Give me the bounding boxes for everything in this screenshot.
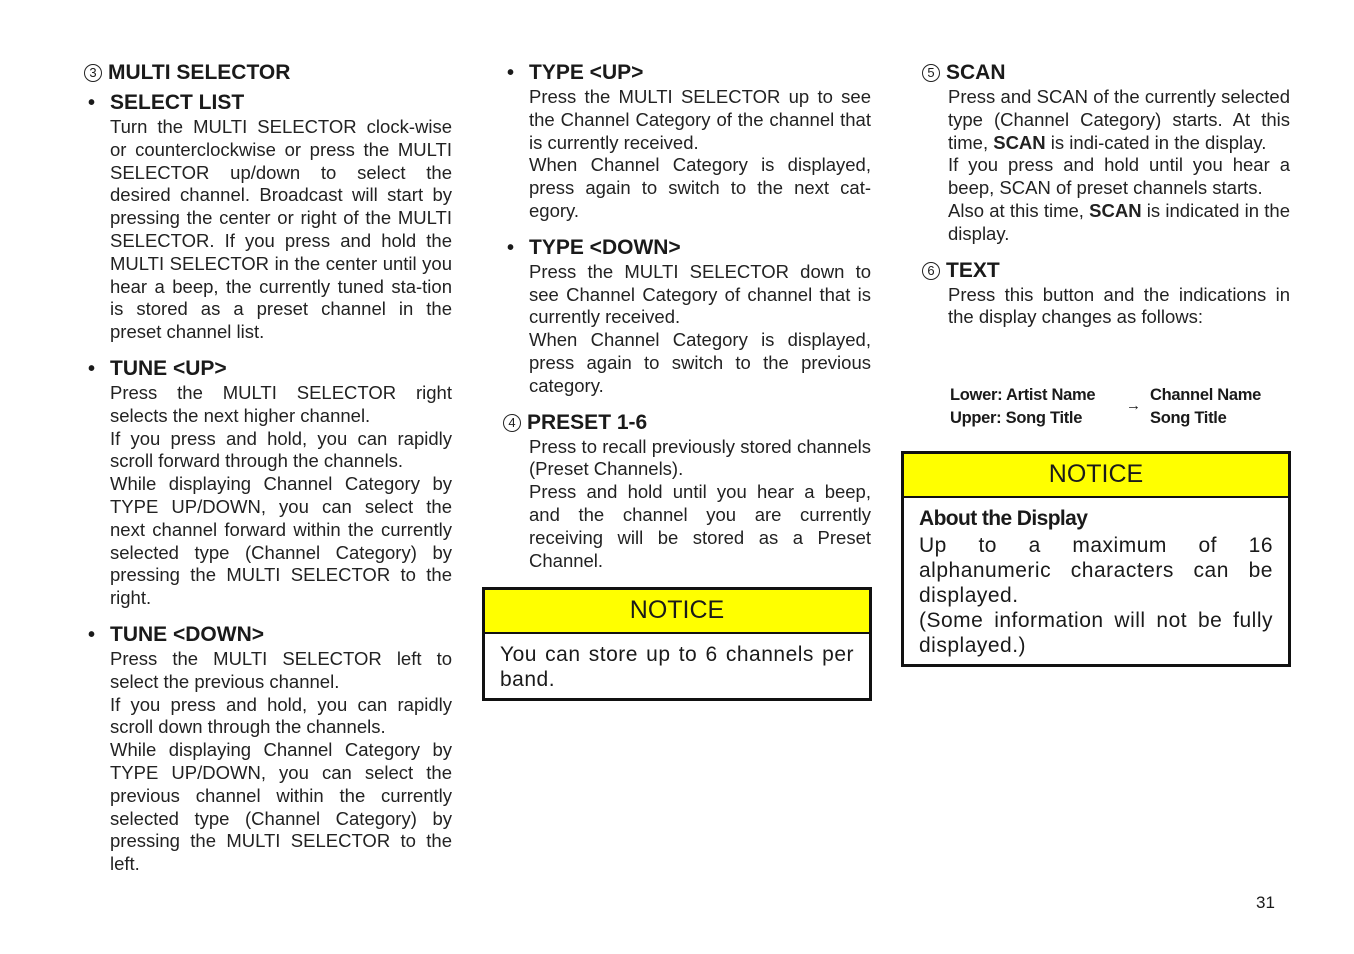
page-number: 31 — [1256, 893, 1275, 912]
bullet-icon: • — [88, 92, 96, 114]
text-display-mapping — [950, 384, 1290, 432]
section-number-6: 6 — [922, 262, 940, 280]
section-number-5: 5 — [922, 64, 940, 82]
notice-text: (Some information will not be fully displayed.) — [919, 609, 1273, 657]
text-body — [948, 284, 1290, 330]
notice-text: Up to a maximum of 16 alphanumeric characters can be displayed. — [919, 534, 1273, 607]
tune-up-paragraph: If you press and hold, you can rapidly scroll forward through the channels. — [110, 427, 452, 472]
tune-up-heading — [88, 356, 452, 382]
tune-down-heading — [88, 622, 452, 648]
section-scan-heading — [922, 60, 1290, 86]
type-up-paragraph: Press the MULTI SELECTOR up to see the Channel Category of the channel that is currently received. — [529, 86, 871, 153]
notice-body — [485, 634, 869, 698]
tune-down-title: TUNE <DOWN> — [110, 622, 265, 646]
select-list-body — [110, 116, 452, 344]
mapping-upper-right: Song Title — [1150, 409, 1227, 427]
section-text-heading — [922, 258, 1290, 284]
tune-down-body — [110, 648, 452, 876]
type-down-title: TYPE <DOWN> — [529, 235, 681, 259]
notice-title: NOTICE — [904, 454, 1288, 498]
select-list-heading — [88, 90, 452, 116]
notice-subtitle: About the Display — [919, 507, 1088, 530]
preset-paragraph: Press and hold until you hear a beep, and the channel you are currently receiving will be stored as a Preset Channel. — [529, 481, 871, 571]
scan-title: SCAN — [946, 61, 1006, 84]
type-up-paragraph: When Channel Category is displayed, press again to switch to the next cat-egory. — [529, 154, 871, 221]
tune-up-title: TUNE <UP> — [110, 356, 227, 380]
section-multi-selector-heading — [84, 60, 452, 86]
tune-up-paragraph: While displaying Channel Category by TYPE UP/DOWN, you can select the next channel forward within the currently selected type (Channel Category) by pressing the MULTI SELECTOR to the right. — [110, 473, 452, 609]
tune-up-body — [110, 382, 452, 610]
text-paragraph: Press this button and the indications in the display changes as follows: — [948, 283, 1290, 328]
section-number-3: 3 — [84, 64, 102, 82]
bullet-icon: • — [88, 623, 96, 646]
scan-emphasis: SCAN — [1089, 199, 1142, 221]
type-up-body — [529, 86, 871, 223]
tune-down-paragraph: If you press and hold, you can rapidly scroll down through the channels. — [110, 693, 452, 738]
select-list-text: Turn the MULTI SELECTOR clock-wise or counterclockwise or press the MULTI SELECTOR up/down to select the desired channel. Broadcast will start by pressing the center or right of the MULTI SELECTOR. If you press and hold the MULTI SELECTOR in the center until you hear a beep, the currently tuned sta-tion is stored as a preset channel in the preset channel list. — [110, 116, 452, 343]
mapping-lower-right: Channel Name — [1150, 386, 1262, 404]
type-down-body — [529, 261, 871, 398]
preset-paragraph: Press to recall previously stored channels (Preset Channels). — [529, 435, 871, 480]
preset-title: PRESET 1-6 — [527, 410, 648, 434]
bullet-icon: • — [507, 62, 515, 84]
type-down-paragraph: Press the MULTI SELECTOR down to see Channel Category of channel that is currently received. — [529, 260, 871, 328]
type-down-paragraph: When Channel Category is displayed, press again to switch to the previous category. — [529, 329, 871, 396]
preset-body — [529, 436, 871, 573]
right-column — [922, 60, 1290, 329]
notice-body — [904, 498, 1288, 664]
scan-body — [948, 86, 1290, 246]
notice-box-display — [901, 451, 1291, 667]
mapping-upper-left: Upper: Song Title — [950, 409, 1083, 427]
middle-column — [503, 60, 871, 572]
left-column — [84, 60, 452, 876]
tune-down-paragraph: While displaying Channel Category by TYPE UP/DOWN, you can select the previous channel within the currently selected type (Channel Category) by pressing the MULTI SELECTOR to the left. — [110, 739, 452, 875]
type-down-heading — [507, 235, 871, 261]
notice-text: You can store up to 6 channels per band. — [500, 643, 854, 691]
scan-paragraph: Also at this time, SCAN is indicated in the display. — [948, 199, 1290, 244]
scan-paragraph: Press and SCAN of the currently selected type (Channel Category) starts. At this time, SCAN is indi-cated in the display. — [948, 86, 1290, 153]
type-up-heading — [507, 60, 871, 86]
scan-emphasis: SCAN — [993, 131, 1046, 153]
type-up-title: TYPE <UP> — [529, 61, 644, 84]
mapping-lower-left: Lower: Artist Name — [950, 386, 1096, 404]
scan-paragraph: If you press and hold until you hear a beep, SCAN of preset channels starts. — [948, 154, 1290, 199]
mapping-from — [950, 384, 1095, 430]
select-list-title: SELECT LIST — [110, 91, 245, 114]
section-title: MULTI SELECTOR — [108, 61, 291, 84]
tune-up-paragraph: Press the MULTI SELECTOR right selects the next higher channel. — [110, 381, 452, 426]
bullet-icon: • — [88, 357, 96, 380]
notice-title: NOTICE — [485, 590, 869, 634]
section-preset-heading — [503, 410, 871, 436]
tune-down-paragraph: Press the MULTI SELECTOR left to select the previous channel. — [110, 647, 452, 692]
notice-box-presets — [482, 587, 872, 701]
mapping-to — [1150, 384, 1261, 430]
text-title: TEXT — [946, 258, 1000, 282]
arrow-right-icon: → — [1126, 397, 1141, 414]
section-number-4: 4 — [503, 414, 521, 432]
bullet-icon: • — [507, 236, 515, 259]
